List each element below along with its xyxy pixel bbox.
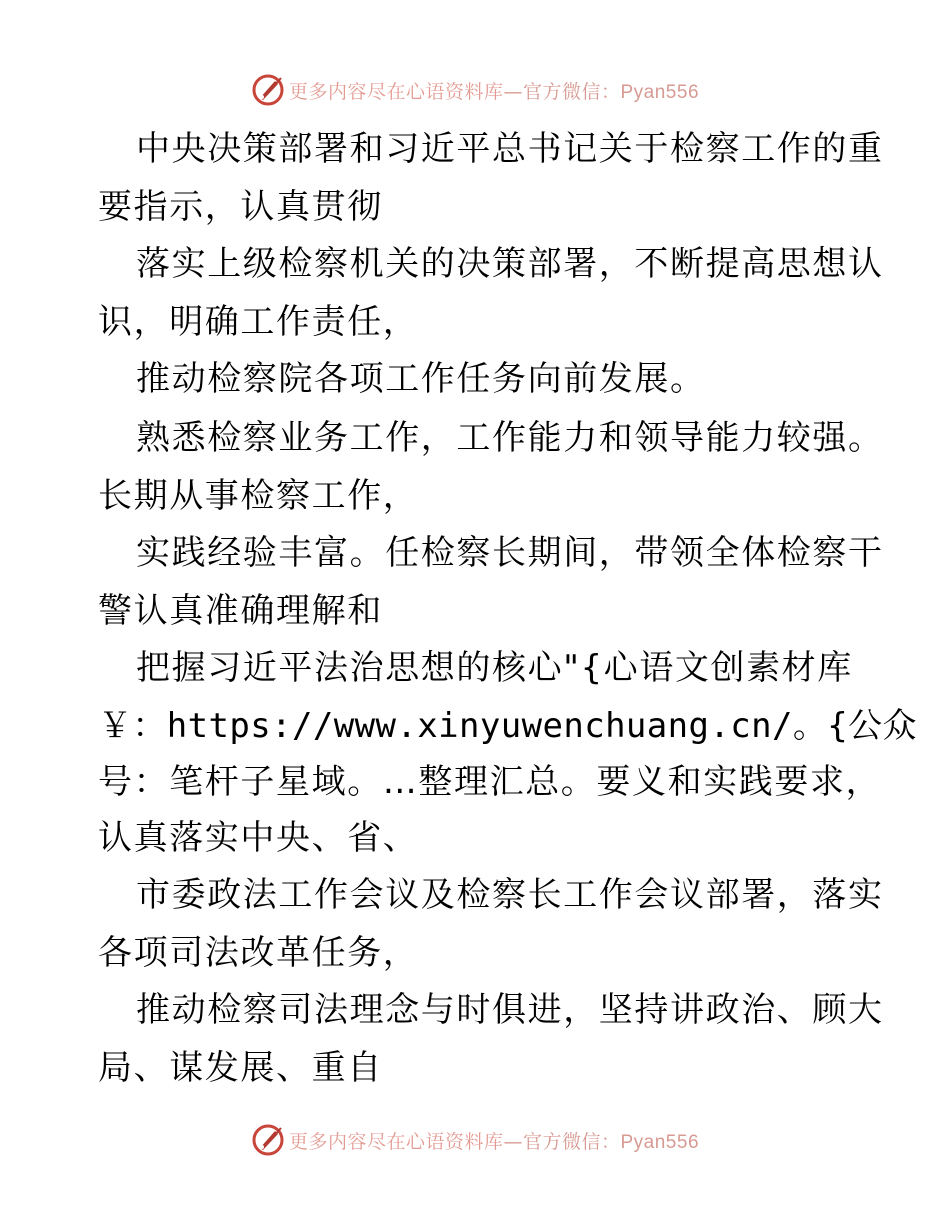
watermark-text [289,1127,699,1154]
footer-watermark [0,1118,950,1162]
text-line: 实践经验丰富。任检察长期间，带领全体检察干 [136,533,884,573]
text-line: 落实上级检察机关的决策部署，不断提高思想认 [136,244,884,284]
watermark-label: 官方微信： [522,80,621,103]
text-line: 要指示，认真贯彻 [98,187,383,227]
watermark-brand: 更多内容尽在心语资料库 [288,1130,504,1153]
watermark-brand: 更多内容尽在心语资料库 [288,80,504,103]
text-line: 熟悉检察业务工作，工作能力和领导能力较强。 [136,418,884,458]
text-line: 局、谋发展、重自 [98,1048,383,1088]
text-line-url: ￥：https://www.xinyuwenchuang.cn/。{公众 [98,706,917,746]
watermark-separator: — [503,80,523,103]
feather-pen-circle-icon [251,73,285,107]
text-line: 把握习近平法治思想的核心"{心语文创素材库 [136,648,853,688]
text-line: 警认真准确理解和 [98,591,383,631]
text-line: 认真落实中央、省、 [98,818,419,858]
text-line: 号：笔杆子星域。…整理汇总。要义和实践要求， [98,762,882,802]
text-line: 市委政法工作会议及检察长工作会议部署，落实 [136,875,884,915]
text-line: 识，明确工作责任， [98,302,419,342]
text-line: 推动检察司法理念与时俱进，坚持讲政治、顾大 [136,990,884,1030]
feather-pen-circle-icon [251,1123,285,1157]
watermark-wechat-id: Pyan556 [620,81,700,103]
text-line: 各项司法改革任务， [98,933,419,973]
header-watermark [0,68,950,112]
watermark-wechat-id: Pyan556 [620,1131,700,1153]
document-body [98,120,917,1096]
text-line: 推动检察院各项工作任务向前发展。 [136,359,706,399]
watermark-label: 官方微信： [522,1130,621,1153]
text-line: 长期从事检察工作， [98,476,419,516]
watermark-separator: — [503,1130,523,1153]
watermark-text [289,77,699,104]
text-line: 中央决策部署和习近平总书记关于检察工作的重 [136,129,884,169]
